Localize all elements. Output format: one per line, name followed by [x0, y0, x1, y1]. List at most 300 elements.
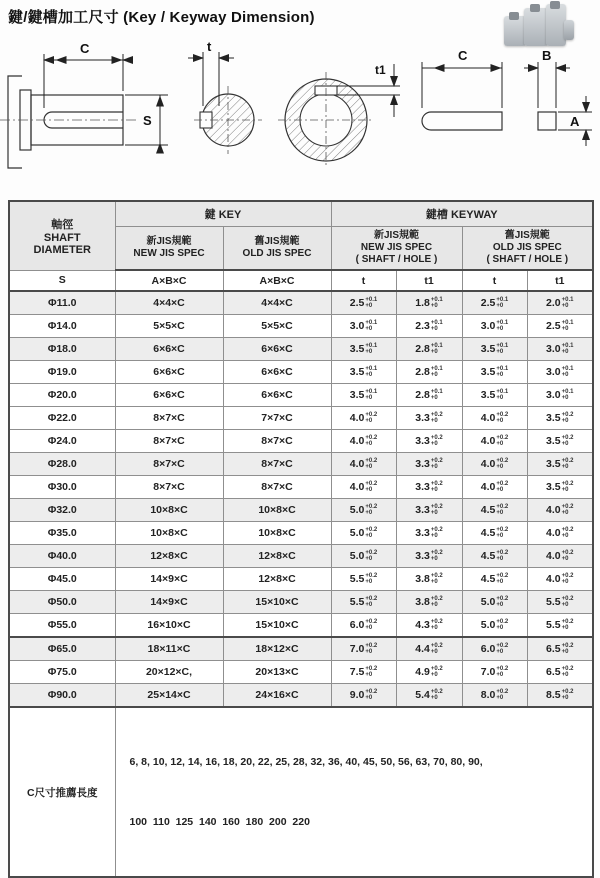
- table-row: [9, 614, 593, 638]
- tolerance-value: [546, 458, 573, 471]
- tolerance-value: [415, 297, 442, 310]
- keyway-t-new-cell: [331, 407, 396, 430]
- shaft-diameter-cell: Φ14.0: [9, 315, 115, 338]
- tolerance-value: [546, 666, 573, 679]
- tolerance-stack: [431, 550, 443, 563]
- nominal-value: 3.3: [415, 458, 430, 470]
- table-row: [9, 568, 593, 591]
- lower-tolerance: +0: [365, 649, 373, 655]
- tolerance-value: [415, 643, 442, 656]
- keyway-t-old-cell: [462, 614, 527, 638]
- lower-tolerance: +0: [430, 510, 438, 516]
- tolerance-stack: [431, 596, 443, 609]
- upper-tolerance: +0.2: [430, 618, 443, 625]
- shaft-diameter-cell: Φ40.0: [9, 545, 115, 568]
- keyway-t1-new-cell: [396, 614, 462, 638]
- nominal-value: 7.5: [349, 666, 365, 678]
- lower-tolerance: +0: [561, 510, 569, 516]
- tolerance-value: [546, 343, 573, 356]
- upper-tolerance: +0.2: [365, 411, 378, 418]
- upper-tolerance: +0.1: [430, 296, 443, 303]
- nominal-value: 2.5: [480, 297, 496, 309]
- upper-tolerance: +0.2: [496, 503, 509, 510]
- tolerance-value: [481, 366, 508, 379]
- upper-tolerance: +0.1: [496, 342, 509, 349]
- shaft-diameter-cell: Φ24.0: [9, 430, 115, 453]
- upper-tolerance: +0.1: [496, 388, 509, 395]
- upper-tolerance: +0.1: [430, 342, 443, 349]
- recommended-length-line1: 6, 8, 10, 12, 14, 16, 18, 20, 22, 25, 28, 32, 36, 40, 45, 50, 56, 63, 70, 80, 90,: [129, 756, 483, 768]
- nominal-value: 3.5: [546, 458, 561, 470]
- tolerance-stack: [496, 643, 508, 656]
- header-shaft-en2: DIAMETER: [33, 243, 91, 256]
- keyway-t-new-cell: [331, 522, 396, 545]
- lower-tolerance: +0: [365, 510, 373, 516]
- key-old-jis-cell: 20×13×C: [223, 661, 331, 684]
- unit-s: S: [9, 270, 115, 291]
- upper-tolerance: +0.2: [365, 549, 378, 556]
- nominal-value: 3.5: [480, 389, 496, 401]
- upper-tolerance: +0.2: [496, 411, 509, 418]
- tolerance-value: [546, 527, 573, 540]
- keyway-t-old-cell: [462, 361, 527, 384]
- keyway-t1-new-cell: [396, 661, 462, 684]
- tolerance-stack: [365, 619, 377, 632]
- nominal-value: 3.0: [480, 320, 496, 332]
- tolerance-value: [415, 412, 442, 425]
- label-C-key: C: [458, 48, 468, 63]
- nominal-value: 3.3: [415, 481, 430, 493]
- tolerance-value: [481, 504, 508, 517]
- tolerance-stack: [496, 573, 508, 586]
- tolerance-value: [350, 481, 377, 494]
- nominal-value: 3.5: [349, 389, 365, 401]
- lower-tolerance: +0: [561, 372, 569, 378]
- lower-tolerance: +0: [365, 556, 373, 562]
- dim-C-key: [422, 62, 502, 108]
- keyway-t-new-cell: [331, 661, 396, 684]
- keyway-t-new-cell: [331, 384, 396, 407]
- tolerance-stack: [431, 666, 443, 679]
- nominal-value: 4.5: [480, 527, 496, 539]
- tolerance-value: [350, 343, 377, 356]
- lower-tolerance: +0: [496, 625, 504, 631]
- tolerance-stack: [496, 481, 508, 494]
- upper-tolerance: +0.2: [430, 549, 443, 556]
- tolerance-stack: [496, 412, 508, 425]
- tolerance-stack: [365, 689, 377, 702]
- nominal-value: 5.0: [349, 527, 365, 539]
- upper-tolerance: +0.1: [365, 342, 378, 349]
- key-new-jis-cell: 6×6×C: [115, 338, 223, 361]
- tolerance-stack: [431, 389, 443, 402]
- nominal-value: 6.5: [546, 643, 561, 655]
- nominal-value: 3.5: [480, 343, 496, 355]
- key-old-jis-cell: 4×4×C: [223, 291, 331, 315]
- upper-tolerance: +0.2: [561, 434, 574, 441]
- upper-tolerance: +0.2: [561, 549, 574, 556]
- keyway-t-new-cell: [331, 476, 396, 499]
- tolerance-stack: [562, 366, 574, 379]
- tolerance-stack: [365, 343, 377, 356]
- lower-tolerance: +0: [561, 395, 569, 401]
- table-row: [9, 361, 593, 384]
- table-row: [9, 430, 593, 453]
- lower-tolerance: +0: [561, 441, 569, 447]
- upper-tolerance: +0.2: [430, 480, 443, 487]
- key-old-jis-cell: 6×6×C: [223, 361, 331, 384]
- keyway-t-old-cell: [462, 499, 527, 522]
- tolerance-value: [415, 596, 442, 609]
- upper-tolerance: +0.2: [561, 572, 574, 579]
- nominal-value: 3.5: [546, 435, 561, 447]
- gearmotor-shape: [509, 12, 519, 20]
- key-old-jis-cell: 5×5×C: [223, 315, 331, 338]
- tolerance-value: [350, 596, 377, 609]
- upper-tolerance: +0.2: [561, 618, 574, 625]
- keyway-t1-old-cell: [527, 407, 593, 430]
- lower-tolerance: +0: [496, 510, 504, 516]
- upper-tolerance: +0.2: [365, 572, 378, 579]
- tolerance-stack: [496, 458, 508, 471]
- tolerance-value: [481, 550, 508, 563]
- tolerance-value: [415, 320, 442, 333]
- tolerance-stack: [365, 412, 377, 425]
- upper-tolerance: +0.2: [496, 618, 509, 625]
- tolerance-stack: [365, 596, 377, 609]
- key-new-jis-cell: 14×9×C: [115, 568, 223, 591]
- keyway-t-new-cell: [331, 430, 396, 453]
- keyway-t1-new-cell: [396, 637, 462, 661]
- nominal-value: 4.0: [349, 481, 365, 493]
- keyway-t1-old-cell: [527, 614, 593, 638]
- gearmotor-shape: [550, 1, 560, 9]
- keyway-t1-old-cell: [527, 568, 593, 591]
- tolerance-stack: [365, 320, 377, 333]
- upper-tolerance: +0.2: [365, 688, 378, 695]
- lower-tolerance: +0: [430, 349, 438, 355]
- key-old-jis-cell: 10×8×C: [223, 522, 331, 545]
- tolerance-value: [546, 596, 573, 609]
- tolerance-stack: [365, 504, 377, 517]
- lower-tolerance: +0: [561, 672, 569, 678]
- upper-tolerance: +0.2: [430, 595, 443, 602]
- tolerance-stack: [562, 573, 574, 586]
- nominal-value: 7.0: [349, 643, 365, 655]
- page-title: 鍵/鍵槽加工尺寸 (Key / Keyway Dimension): [8, 9, 315, 26]
- shaft-section-view: [194, 86, 262, 154]
- keyway-t1-new-cell: [396, 499, 462, 522]
- new-jis-zh: 新JIS規範: [373, 230, 419, 241]
- tolerance-stack: [431, 320, 443, 333]
- tolerance-value: [350, 320, 377, 333]
- nominal-value: 5.0: [480, 619, 496, 631]
- key-new-jis-cell: 25×14×C: [115, 684, 223, 708]
- nominal-value: 5.5: [349, 596, 365, 608]
- label-S: S: [143, 113, 152, 128]
- keyway-t1-old-cell: [527, 545, 593, 568]
- tolerance-value: [546, 689, 573, 702]
- upper-tolerance: +0.2: [496, 549, 509, 556]
- keyway-t1-new-cell: [396, 338, 462, 361]
- keyway-t-new-cell: [331, 637, 396, 661]
- lower-tolerance: +0: [430, 556, 438, 562]
- tolerance-value: [546, 435, 573, 448]
- keyway-t1-new-cell: [396, 291, 462, 315]
- upper-tolerance: +0.1: [561, 365, 574, 372]
- lower-tolerance: +0: [430, 649, 438, 655]
- key-old-jis-cell: 6×6×C: [223, 338, 331, 361]
- nominal-value: 9.0: [349, 689, 365, 701]
- lower-tolerance: +0: [561, 602, 569, 608]
- key-old-jis-cell: 24×16×C: [223, 684, 331, 708]
- keyway-t-old-cell: [462, 430, 527, 453]
- tolerance-stack: [496, 320, 508, 333]
- upper-tolerance: +0.2: [496, 572, 509, 579]
- lower-tolerance: +0: [430, 303, 438, 309]
- nominal-value: 2.0: [546, 297, 561, 309]
- nominal-value: 4.3: [415, 619, 430, 631]
- recommended-length-row: [9, 707, 593, 877]
- lower-tolerance: +0: [561, 418, 569, 424]
- unit-abc-new: A×B×C: [115, 270, 223, 291]
- tolerance-value: [481, 666, 508, 679]
- upper-tolerance: +0.2: [496, 434, 509, 441]
- tolerance-stack: [365, 389, 377, 402]
- keyway-t1-old-cell: [527, 637, 593, 661]
- keyway-t-new-cell: [331, 338, 396, 361]
- header-shaft-diameter: [9, 201, 115, 270]
- lower-tolerance: +0: [365, 326, 373, 332]
- nominal-value: 3.5: [349, 366, 365, 378]
- lower-tolerance: +0: [430, 326, 438, 332]
- lower-tolerance: +0: [496, 649, 504, 655]
- tolerance-stack: [431, 619, 443, 632]
- keyway-t1-old-cell: [527, 476, 593, 499]
- table-row: [9, 545, 593, 568]
- keyway-t-old-cell: [462, 453, 527, 476]
- recommended-length-line2: 100 110 125 140 160 180 200 220: [129, 816, 310, 828]
- lower-tolerance: +0: [496, 695, 504, 701]
- upper-tolerance: +0.2: [365, 503, 378, 510]
- tolerance-stack: [562, 412, 574, 425]
- table-row: [9, 637, 593, 661]
- key-old-jis-cell: 18×12×C: [223, 637, 331, 661]
- tolerance-value: [350, 297, 377, 310]
- keyway-t-old-cell: [462, 476, 527, 499]
- tolerance-value: [350, 412, 377, 425]
- upper-tolerance: +0.1: [496, 296, 509, 303]
- upper-tolerance: +0.2: [561, 457, 574, 464]
- tolerance-value: [350, 504, 377, 517]
- upper-tolerance: +0.1: [430, 319, 443, 326]
- lower-tolerance: +0: [365, 349, 373, 355]
- upper-tolerance: +0.1: [496, 365, 509, 372]
- keyway-t1-old-cell: [527, 522, 593, 545]
- tolerance-value: [415, 666, 442, 679]
- tolerance-value: [415, 481, 442, 494]
- lower-tolerance: +0: [496, 326, 504, 332]
- upper-tolerance: +0.1: [561, 342, 574, 349]
- keyway-t-old-cell: [462, 591, 527, 614]
- new-jis-en: NEW JIS SPEC: [133, 248, 205, 259]
- upper-tolerance: +0.2: [496, 480, 509, 487]
- tolerance-stack: [365, 297, 377, 310]
- keyway-diagram: [0, 42, 600, 198]
- upper-tolerance: +0.2: [430, 688, 443, 695]
- shaft-hole-note: ( SHAFT / HOLE ): [486, 254, 569, 265]
- lower-tolerance: +0: [430, 464, 438, 470]
- lower-tolerance: +0: [430, 625, 438, 631]
- keyway-t1-old-cell: [527, 499, 593, 522]
- keyway-t1-old-cell: [527, 684, 593, 708]
- lower-tolerance: +0: [561, 649, 569, 655]
- table-row: [9, 407, 593, 430]
- tolerance-value: [481, 389, 508, 402]
- tolerance-stack: [431, 366, 443, 379]
- header-shaft-en1: SHAFT: [43, 231, 81, 244]
- keyway-t1-new-cell: [396, 407, 462, 430]
- nominal-value: 3.5: [480, 366, 496, 378]
- table-row: [9, 476, 593, 499]
- key-old-jis-cell: 10×8×C: [223, 499, 331, 522]
- dim-C-shaft: [44, 54, 123, 108]
- upper-tolerance: +0.2: [365, 642, 378, 649]
- tolerance-stack: [562, 435, 574, 448]
- upper-tolerance: +0.2: [561, 665, 574, 672]
- nominal-value: 3.3: [415, 527, 430, 539]
- shaft-diameter-cell: Φ35.0: [9, 522, 115, 545]
- tolerance-value: [481, 343, 508, 356]
- tolerance-stack: [562, 596, 574, 609]
- nominal-value: 3.0: [349, 320, 365, 332]
- lower-tolerance: +0: [496, 672, 504, 678]
- tolerance-stack: [562, 527, 574, 540]
- nominal-value: 2.3: [415, 320, 430, 332]
- keyway-t1-new-cell: [396, 430, 462, 453]
- upper-tolerance: +0.2: [430, 642, 443, 649]
- key-new-jis-cell: 10×8×C: [115, 499, 223, 522]
- nominal-value: 4.9: [415, 666, 430, 678]
- tolerance-stack: [496, 619, 508, 632]
- nominal-value: 4.0: [480, 435, 496, 447]
- keyway-t-new-cell: [331, 453, 396, 476]
- upper-tolerance: +0.1: [430, 388, 443, 395]
- upper-tolerance: +0.2: [365, 457, 378, 464]
- nominal-value: 2.8: [415, 389, 430, 401]
- keyway-t-old-cell: [462, 407, 527, 430]
- upper-tolerance: +0.2: [496, 665, 509, 672]
- nominal-value: 8.0: [480, 689, 496, 701]
- keyway-t-new-cell: [331, 315, 396, 338]
- keyway-t-old-cell: [462, 684, 527, 708]
- keyway-t1-new-cell: [396, 453, 462, 476]
- nominal-value: 5.5: [546, 596, 561, 608]
- key-side-view: [422, 112, 502, 130]
- upper-tolerance: +0.1: [365, 319, 378, 326]
- key-new-jis-cell: 8×7×C: [115, 476, 223, 499]
- tolerance-stack: [365, 481, 377, 494]
- key-new-jis-cell: 5×5×C: [115, 315, 223, 338]
- lower-tolerance: +0: [561, 326, 569, 332]
- key-new-jis-cell: 6×6×C: [115, 361, 223, 384]
- new-jis-zh: 新JIS規範: [146, 236, 192, 247]
- key-old-jis-cell: 8×7×C: [223, 430, 331, 453]
- upper-tolerance: +0.2: [365, 526, 378, 533]
- key-new-jis-cell: 10×8×C: [115, 522, 223, 545]
- upper-tolerance: +0.1: [365, 296, 378, 303]
- nominal-value: 5.5: [349, 573, 365, 585]
- shaft-diameter-cell: Φ20.0: [9, 384, 115, 407]
- nominal-value: 5.0: [349, 504, 365, 516]
- tolerance-stack: [365, 366, 377, 379]
- lower-tolerance: +0: [430, 695, 438, 701]
- nominal-value: 3.0: [546, 366, 561, 378]
- unit-t1-new: t1: [396, 270, 462, 291]
- keyway-t-old-cell: [462, 637, 527, 661]
- upper-tolerance: +0.1: [430, 365, 443, 372]
- nominal-value: 4.0: [480, 412, 496, 424]
- key-new-jis-cell: 8×7×C: [115, 407, 223, 430]
- nominal-value: 4.0: [480, 481, 496, 493]
- shaft-diameter-cell: Φ65.0: [9, 637, 115, 661]
- tolerance-stack: [431, 527, 443, 540]
- tolerance-stack: [562, 297, 574, 310]
- keyway-t1-old-cell: [527, 384, 593, 407]
- tolerance-value: [415, 458, 442, 471]
- key-new-jis-cell: 12×8×C: [115, 545, 223, 568]
- lower-tolerance: +0: [561, 349, 569, 355]
- tolerance-value: [546, 550, 573, 563]
- gearmotor-shape: [546, 4, 566, 46]
- keyway-t-new-cell: [331, 591, 396, 614]
- nominal-value: 4.0: [480, 458, 496, 470]
- tolerance-stack: [365, 435, 377, 448]
- tolerance-value: [415, 550, 442, 563]
- lower-tolerance: +0: [561, 533, 569, 539]
- tolerance-stack: [496, 596, 508, 609]
- tolerance-stack: [496, 297, 508, 310]
- header-key-new-jis: [115, 227, 223, 271]
- lower-tolerance: +0: [430, 672, 438, 678]
- shaft-diameter-cell: Φ55.0: [9, 614, 115, 638]
- nominal-value: 4.0: [349, 458, 365, 470]
- keyway-t-new-cell: [331, 361, 396, 384]
- keyway-t1-old-cell: [527, 361, 593, 384]
- tolerance-stack: [431, 504, 443, 517]
- nominal-value: 4.0: [546, 550, 561, 562]
- tolerance-stack: [431, 458, 443, 471]
- header-keyway-group: 鍵槽 KEYWAY: [331, 201, 593, 227]
- key-old-jis-cell: 12×8×C: [223, 545, 331, 568]
- keyway-t-old-cell: [462, 384, 527, 407]
- key-new-jis-cell: 4×4×C: [115, 291, 223, 315]
- tolerance-value: [415, 527, 442, 540]
- upper-tolerance: +0.1: [496, 319, 509, 326]
- keyway-t-new-cell: [331, 499, 396, 522]
- old-jis-zh: 舊JIS規範: [504, 230, 550, 241]
- keyway-t-old-cell: [462, 545, 527, 568]
- nominal-value: 3.5: [546, 412, 561, 424]
- shaft-diameter-cell: Φ90.0: [9, 684, 115, 708]
- keyway-t-old-cell: [462, 291, 527, 315]
- nominal-value: 2.8: [415, 366, 430, 378]
- tolerance-value: [546, 366, 573, 379]
- upper-tolerance: +0.1: [561, 296, 574, 303]
- lower-tolerance: +0: [365, 579, 373, 585]
- lower-tolerance: +0: [365, 372, 373, 378]
- keyway-t-new-cell: [331, 614, 396, 638]
